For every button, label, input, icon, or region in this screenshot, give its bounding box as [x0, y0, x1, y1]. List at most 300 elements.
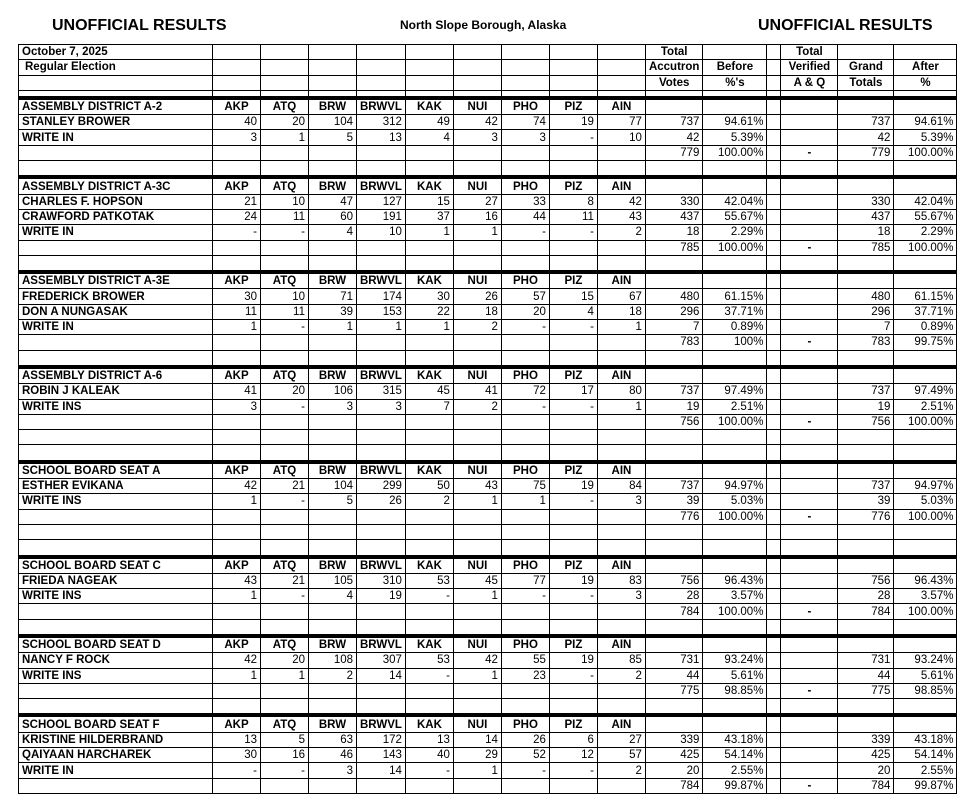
blank-cell	[357, 350, 406, 367]
blank-cell	[213, 350, 261, 367]
total-verified-aq: -	[781, 414, 838, 429]
after-percent: 55.67%	[894, 209, 957, 224]
gap-cell	[767, 619, 781, 636]
precinct-votes-kak: 4	[405, 130, 453, 145]
precinct-votes-brw: 3	[309, 399, 357, 414]
blank-cell	[501, 778, 549, 793]
blank-cell	[549, 619, 597, 636]
candidate-name: DON A NUNGASAK	[19, 304, 213, 319]
precinct-votes-atq: 1	[261, 668, 309, 683]
gap-cell	[767, 557, 781, 574]
total-accutron-votes: 737	[645, 479, 702, 494]
precinct-votes-atq: 10	[261, 194, 309, 209]
before-percent	[703, 636, 767, 653]
blank-cell	[501, 430, 549, 445]
grand-total	[838, 715, 894, 732]
grand-total: 42	[838, 130, 894, 145]
after-percent	[894, 367, 957, 384]
candidate-name: CHARLES F. HOPSON	[19, 194, 213, 209]
after-percent: 99.87%	[894, 778, 957, 793]
blank-cell	[597, 414, 645, 429]
gap-cell	[767, 272, 781, 289]
total-verified-aq	[781, 524, 838, 539]
blank-row	[19, 619, 957, 636]
candidate-name: WRITE INS	[19, 589, 213, 604]
blank-cell	[19, 619, 213, 636]
total-accutron-votes: 783	[645, 335, 702, 350]
total-verified-aq: -	[781, 683, 838, 698]
precinct-votes-ain: 67	[597, 289, 645, 304]
blank-cell	[261, 240, 309, 255]
precinct-header-atq: ATQ	[261, 272, 309, 289]
grand-total	[838, 636, 894, 653]
precinct-votes-nui: 45	[453, 573, 501, 588]
blank-cell	[501, 255, 549, 272]
precinct-votes-akp: 13	[213, 732, 261, 747]
blank-cell	[309, 540, 357, 557]
candidate-row	[19, 732, 957, 747]
total-verified-aq	[781, 399, 838, 414]
grand-total: 784	[838, 778, 894, 793]
blank-cell	[213, 161, 261, 178]
blank-cell	[405, 509, 453, 524]
precinct-votes-akp: 40	[213, 115, 261, 130]
precinct-votes-piz: 19	[549, 115, 597, 130]
precinct-header-akp: AKP	[213, 636, 261, 653]
precinct-votes-nui: 1	[453, 668, 501, 683]
candidate-row	[19, 209, 957, 224]
precinct-header-brw: BRW	[309, 177, 357, 194]
candidate-row	[19, 748, 957, 763]
after-percent	[894, 430, 957, 445]
blank-cell	[261, 683, 309, 698]
after-percent	[894, 462, 957, 479]
precinct-votes-atq: 20	[261, 653, 309, 668]
precinct-votes-akp: 3	[213, 399, 261, 414]
total-verified-aq	[781, 255, 838, 272]
total-verified-aq	[781, 732, 838, 747]
before-percent: 94.61%	[703, 115, 767, 130]
blank-cell	[453, 604, 501, 619]
total-verified-aq	[781, 225, 838, 240]
results-table	[18, 44, 957, 794]
race-totals-row	[19, 604, 957, 619]
precinct-votes-akp: 42	[213, 479, 261, 494]
total-verified-aq	[781, 636, 838, 653]
precinct-votes-nui: 42	[453, 115, 501, 130]
precinct-header-brw: BRW	[309, 367, 357, 384]
precinct-header-piz: PIZ	[549, 462, 597, 479]
total-verified-aq: -	[781, 145, 838, 160]
candidate-name: WRITE IN	[19, 763, 213, 778]
blank-cell	[19, 524, 213, 539]
blank-cell	[597, 255, 645, 272]
grand-total: 775	[838, 683, 894, 698]
election-date: October 7, 2025	[19, 45, 213, 60]
total-verified-aq	[781, 320, 838, 335]
precinct-header-pho: PHO	[501, 715, 549, 732]
total-accutron-votes: 776	[645, 509, 702, 524]
precinct-header-piz: PIZ	[549, 367, 597, 384]
precinct-votes-brwvl: 19	[357, 589, 406, 604]
before-percent: 100.00%	[703, 145, 767, 160]
precinct-header-kak: KAK	[405, 177, 453, 194]
blank-cell	[597, 619, 645, 636]
before-percent: 43.18%	[703, 732, 767, 747]
col-header-total-verified-2: Verified	[781, 60, 838, 75]
candidate-row	[19, 225, 957, 240]
candidate-row	[19, 115, 957, 130]
precinct-votes-brw: 2	[309, 668, 357, 683]
before-percent	[703, 619, 767, 636]
precinct-votes-brw: 46	[309, 748, 357, 763]
precinct-votes-ain: 80	[597, 384, 645, 399]
grand-total	[838, 619, 894, 636]
gap-cell	[767, 479, 781, 494]
blank-cell	[597, 240, 645, 255]
total-verified-aq	[781, 462, 838, 479]
total-verified-aq	[781, 619, 838, 636]
grand-total	[838, 255, 894, 272]
candidate-name: ESTHER EVIKANA	[19, 479, 213, 494]
before-percent	[703, 177, 767, 194]
precinct-votes-pho: 74	[501, 115, 549, 130]
precinct-votes-nui: 1	[453, 589, 501, 604]
before-percent	[703, 699, 767, 716]
race-title: SCHOOL BOARD SEAT A	[19, 462, 213, 479]
gap-cell	[767, 430, 781, 445]
precinct-header-pho: PHO	[501, 98, 549, 115]
total-verified-aq	[781, 445, 838, 462]
blank-cell	[453, 524, 501, 539]
blank-cell	[19, 778, 213, 793]
after-percent: 37.71%	[894, 304, 957, 319]
blank-cell	[453, 540, 501, 557]
blank-cell	[261, 524, 309, 539]
blank-row	[19, 699, 957, 716]
precinct-votes-brw: 47	[309, 194, 357, 209]
total-verified-aq	[781, 668, 838, 683]
precinct-votes-akp: 41	[213, 384, 261, 399]
total-accutron-votes	[645, 367, 702, 384]
before-percent: 42.04%	[703, 194, 767, 209]
precinct-votes-brwvl: 312	[357, 115, 406, 130]
precinct-header-kak: KAK	[405, 636, 453, 653]
precinct-votes-atq: 11	[261, 304, 309, 319]
header-row-1	[19, 45, 957, 60]
precinct-votes-brw: 5	[309, 130, 357, 145]
precinct-votes-pho: -	[501, 763, 549, 778]
blank-cell	[309, 509, 357, 524]
blank-cell	[501, 414, 549, 429]
blank-cell	[213, 414, 261, 429]
blank-cell	[213, 255, 261, 272]
blank-cell	[549, 430, 597, 445]
total-accutron-votes: 44	[645, 668, 702, 683]
race-header-row	[19, 715, 957, 732]
precinct-votes-nui: 1	[453, 763, 501, 778]
grand-total: 28	[838, 589, 894, 604]
total-verified-aq	[781, 272, 838, 289]
precinct-votes-kak: 50	[405, 479, 453, 494]
blank-cell	[357, 145, 406, 160]
precinct-header-brw: BRW	[309, 462, 357, 479]
race-totals-row	[19, 240, 957, 255]
race-title: SCHOOL BOARD SEAT D	[19, 636, 213, 653]
before-percent: 0.89%	[703, 320, 767, 335]
total-accutron-votes: 39	[645, 494, 702, 509]
precinct-votes-nui: 3	[453, 130, 501, 145]
after-percent	[894, 98, 957, 115]
precinct-votes-piz: -	[549, 130, 597, 145]
gap-cell	[767, 130, 781, 145]
gap-cell	[767, 668, 781, 683]
blank-cell	[549, 540, 597, 557]
precinct-votes-ain: 43	[597, 209, 645, 224]
precinct-votes-brw: 39	[309, 304, 357, 319]
race-totals-row	[19, 145, 957, 160]
race-header-row	[19, 177, 957, 194]
after-percent: 99.75%	[894, 335, 957, 350]
precinct-header-ain: AIN	[597, 557, 645, 574]
precinct-votes-piz: 11	[549, 209, 597, 224]
grand-total	[838, 462, 894, 479]
total-accutron-votes	[645, 161, 702, 178]
blank-cell	[453, 778, 501, 793]
precinct-votes-brwvl: 310	[357, 573, 406, 588]
blank-cell	[501, 509, 549, 524]
gap-cell	[767, 653, 781, 668]
total-accutron-votes: 7	[645, 320, 702, 335]
precinct-votes-brwvl: 26	[357, 494, 406, 509]
col-header-before-2: Before	[703, 60, 767, 75]
blank-cell	[213, 699, 261, 716]
precinct-votes-akp: 30	[213, 748, 261, 763]
race-totals-row	[19, 683, 957, 698]
before-percent: 55.67%	[703, 209, 767, 224]
race-title: SCHOOL BOARD SEAT F	[19, 715, 213, 732]
precinct-votes-atq: -	[261, 589, 309, 604]
grand-total: 785	[838, 240, 894, 255]
total-accutron-votes	[645, 177, 702, 194]
race-header-row	[19, 557, 957, 574]
blank-cell	[357, 161, 406, 178]
blank-cell	[549, 335, 597, 350]
blank-cell	[357, 240, 406, 255]
after-percent	[894, 524, 957, 539]
gap-cell	[767, 335, 781, 350]
before-percent: 61.15%	[703, 289, 767, 304]
precinct-votes-pho: 20	[501, 304, 549, 319]
grand-total: 437	[838, 209, 894, 224]
blank-cell	[405, 683, 453, 698]
gap-cell	[767, 367, 781, 384]
total-accutron-votes: 480	[645, 289, 702, 304]
gap-cell	[767, 98, 781, 115]
total-accutron-votes: 731	[645, 653, 702, 668]
after-percent: 97.49%	[894, 384, 957, 399]
total-accutron-votes: 425	[645, 748, 702, 763]
precinct-votes-piz: -	[549, 494, 597, 509]
gap-cell	[767, 699, 781, 716]
precinct-votes-ain: 1	[597, 320, 645, 335]
after-percent: 2.51%	[894, 399, 957, 414]
gap-cell	[767, 177, 781, 194]
precinct-votes-nui: 16	[453, 209, 501, 224]
before-percent: 5.03%	[703, 494, 767, 509]
candidate-row	[19, 130, 957, 145]
blank-cell	[405, 430, 453, 445]
gap-cell	[767, 194, 781, 209]
blank-cell	[501, 604, 549, 619]
precinct-votes-kak: 37	[405, 209, 453, 224]
blank-cell	[405, 414, 453, 429]
precinct-votes-ain: 2	[597, 763, 645, 778]
precinct-votes-kak: 53	[405, 653, 453, 668]
precinct-header-brwvl: BRWVL	[357, 98, 406, 115]
precinct-votes-brwvl: 13	[357, 130, 406, 145]
precinct-votes-brw: 105	[309, 573, 357, 588]
grand-total	[838, 540, 894, 557]
total-accutron-votes: 296	[645, 304, 702, 319]
precinct-votes-brwvl: 153	[357, 304, 406, 319]
precinct-votes-nui: 41	[453, 384, 501, 399]
before-percent	[703, 367, 767, 384]
precinct-header-atq: ATQ	[261, 98, 309, 115]
race-title: ASSEMBLY DISTRICT A-3E	[19, 272, 213, 289]
blank-cell	[309, 145, 357, 160]
precinct-votes-brw: 60	[309, 209, 357, 224]
candidate-row	[19, 289, 957, 304]
blank-cell	[309, 778, 357, 793]
blank-cell	[19, 430, 213, 445]
precinct-votes-brwvl: 307	[357, 653, 406, 668]
precinct-votes-akp: 1	[213, 668, 261, 683]
col-header-before-3: %'s	[703, 75, 767, 90]
blank-cell	[405, 524, 453, 539]
before-percent	[703, 715, 767, 732]
candidate-name: KRISTINE HILDERBRAND	[19, 732, 213, 747]
blank-cell	[405, 445, 453, 462]
blank-cell	[453, 335, 501, 350]
race-title: ASSEMBLY DISTRICT A-6	[19, 367, 213, 384]
precinct-votes-piz: -	[549, 399, 597, 414]
blank-cell	[261, 540, 309, 557]
blank-cell	[453, 145, 501, 160]
blank-cell	[549, 240, 597, 255]
precinct-votes-kak: 13	[405, 732, 453, 747]
precinct-votes-atq: 10	[261, 289, 309, 304]
blank-cell	[261, 430, 309, 445]
col-header-total-accutron-1: Total	[645, 45, 702, 60]
before-percent: 5.61%	[703, 668, 767, 683]
precinct-header-atq: ATQ	[261, 636, 309, 653]
grand-total	[838, 367, 894, 384]
precinct-header-brw: BRW	[309, 715, 357, 732]
blank-cell	[405, 604, 453, 619]
blank-cell	[19, 445, 213, 462]
grand-total: 7	[838, 320, 894, 335]
gap-cell	[767, 748, 781, 763]
blank-cell	[19, 255, 213, 272]
precinct-votes-akp: 1	[213, 589, 261, 604]
race-totals-row	[19, 414, 957, 429]
precinct-header-piz: PIZ	[549, 636, 597, 653]
gap-cell	[767, 384, 781, 399]
blank-cell	[261, 414, 309, 429]
before-percent: 96.43%	[703, 573, 767, 588]
blank-cell	[405, 161, 453, 178]
blank-cell	[261, 161, 309, 178]
precinct-votes-brwvl: 143	[357, 748, 406, 763]
precinct-votes-piz: 6	[549, 732, 597, 747]
election-type: Regular Election	[19, 60, 213, 75]
total-verified-aq	[781, 573, 838, 588]
precinct-votes-pho: 3	[501, 130, 549, 145]
total-accutron-votes: 775	[645, 683, 702, 698]
total-verified-aq	[781, 350, 838, 367]
total-verified-aq: -	[781, 240, 838, 255]
blank-cell	[501, 161, 549, 178]
before-percent	[703, 161, 767, 178]
total-verified-aq	[781, 748, 838, 763]
precinct-header-brwvl: BRWVL	[357, 272, 406, 289]
grand-total: 731	[838, 653, 894, 668]
total-verified-aq	[781, 194, 838, 209]
before-percent	[703, 557, 767, 574]
before-percent	[703, 445, 767, 462]
blank-row	[19, 350, 957, 367]
blank-cell	[549, 255, 597, 272]
gap-cell	[767, 573, 781, 588]
precinct-header-piz: PIZ	[549, 272, 597, 289]
total-verified-aq: -	[781, 335, 838, 350]
blank-cell	[405, 350, 453, 367]
blank-cell	[501, 540, 549, 557]
after-percent: 93.24%	[894, 653, 957, 668]
precinct-header-nui: NUI	[453, 272, 501, 289]
gap-cell	[767, 289, 781, 304]
precinct-votes-pho: 44	[501, 209, 549, 224]
blank-cell	[549, 161, 597, 178]
blank-cell	[19, 145, 213, 160]
borough-subtitle: North Slope Borough, Alaska	[400, 18, 567, 32]
gap-cell	[767, 209, 781, 224]
blank-cell	[597, 161, 645, 178]
before-percent	[703, 524, 767, 539]
precinct-votes-atq: 1	[261, 130, 309, 145]
race-totals-row	[19, 778, 957, 793]
blank-cell	[261, 619, 309, 636]
header-row-3	[19, 75, 957, 90]
precinct-votes-akp: -	[213, 763, 261, 778]
precinct-votes-ain: 83	[597, 573, 645, 588]
gap-cell	[767, 604, 781, 619]
blank-cell	[597, 445, 645, 462]
precinct-votes-ain: 18	[597, 304, 645, 319]
precinct-votes-ain: 77	[597, 115, 645, 130]
col-header-total-accutron-3: Votes	[645, 75, 702, 90]
precinct-votes-akp: 21	[213, 194, 261, 209]
race-title: SCHOOL BOARD SEAT C	[19, 557, 213, 574]
grand-total: 776	[838, 509, 894, 524]
precinct-votes-kak: 22	[405, 304, 453, 319]
blank-cell	[213, 540, 261, 557]
precinct-header-kak: KAK	[405, 98, 453, 115]
race-title: ASSEMBLY DISTRICT A-3C	[19, 177, 213, 194]
blank-cell	[549, 145, 597, 160]
precinct-header-atq: ATQ	[261, 462, 309, 479]
